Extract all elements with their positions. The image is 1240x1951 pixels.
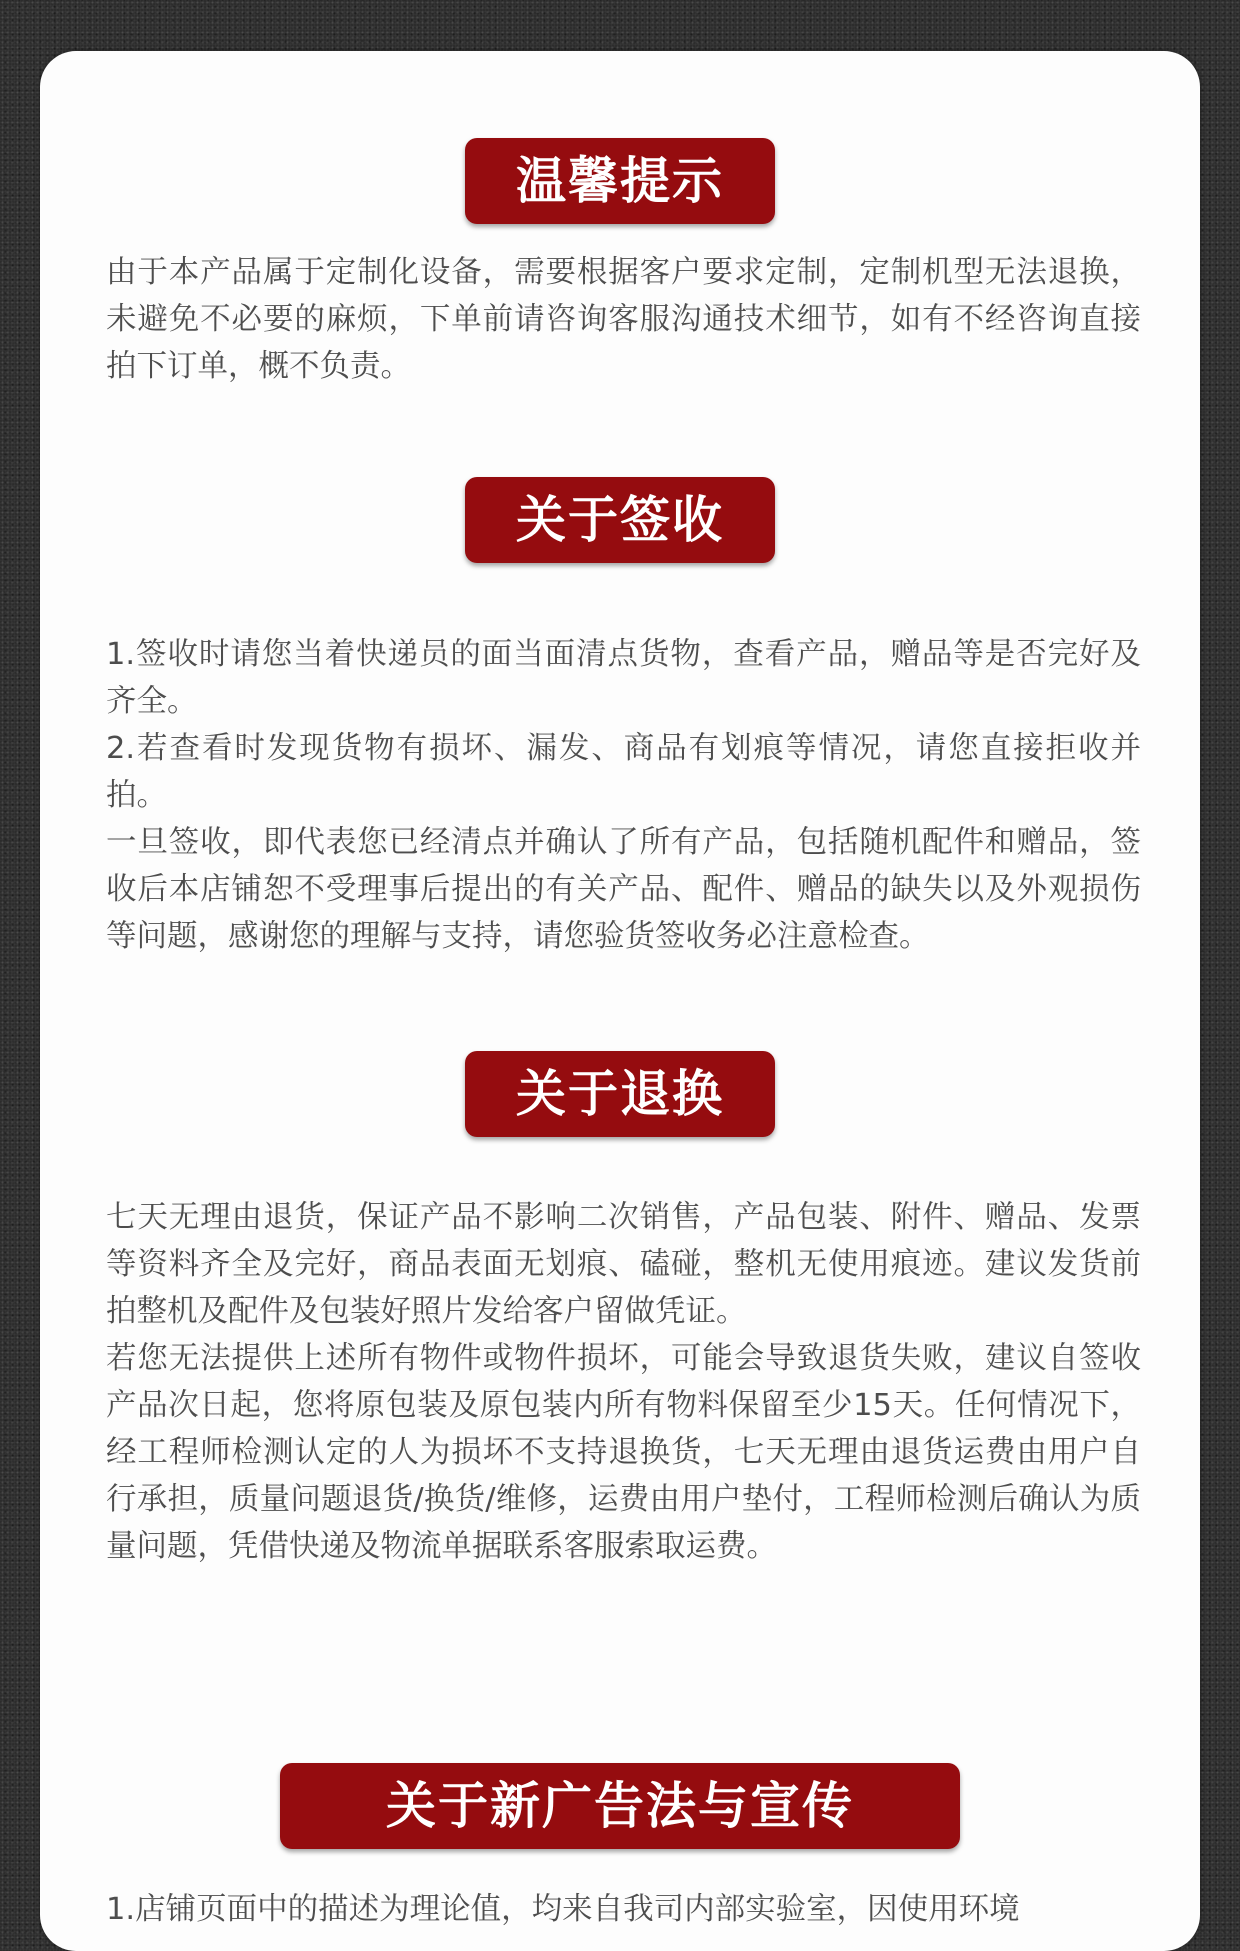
section-title-warm-tips: 温馨提示 xyxy=(465,138,775,224)
section-body-warm-tips xyxy=(106,249,1141,390)
section-body-signing xyxy=(106,631,1141,960)
section-title-advertising-law: 关于新广告法与宣传 xyxy=(280,1763,960,1849)
paragraph: 2.若查看时发现货物有损坏、漏发、商品有划痕等情况，请您直接拒收并拍。 xyxy=(106,731,1141,813)
paragraph: 若您无法提供上述所有物件或物件损坏，可能会导致退货失败，建议自签收产品次日起，您将原包装及原包装内所有物料保留至少15天。任何情况下，经工程师检测认定的人为损坏不支持退换货，七天无理由退货运费由用户自行承担，质量问题退货/换货/维修，运费由用户垫付，工程师检测后确认为质量问题，凭借快递及物流单据联系客服索取运费。 xyxy=(106,1341,1141,1564)
section-body-returns xyxy=(106,1194,1141,1570)
paragraph: 一旦签收，即代表您已经清点并确认了所有产品，包括随机配件和赠品，签收后本店铺恕不受理事后提出的有关产品、配件、赠品的缺失以及外观损伤等问题，感谢您的理解与支持，请您验货签收务必注意检查。 xyxy=(106,825,1141,954)
paragraph: 1.店铺页面中的描述为理论值，均来自我司内部实验室，因使用环境 xyxy=(106,1892,1020,1927)
section-body-advertising-law xyxy=(106,1886,1141,1933)
notice-card xyxy=(40,51,1200,1951)
paragraph: 七天无理由退货，保证产品不影响二次销售，产品包装、附件、赠品、发票等资料齐全及完好，商品表面无划痕、磕碰，整机无使用痕迹。建议发货前拍整机及配件及包装好照片发给客户留做凭证。 xyxy=(106,1200,1141,1329)
section-title-signing: 关于签收 xyxy=(465,477,775,563)
section-title-returns: 关于退换 xyxy=(465,1051,775,1137)
paragraph: 1.签收时请您当着快递员的面当面清点货物，查看产品，赠品等是否完好及齐全。 xyxy=(106,637,1141,719)
paragraph: 由于本产品属于定制化设备，需要根据客户要求定制，定制机型无法退换，未避免不必要的麻烦，下单前请咨询客服沟通技术细节，如有不经咨询直接拍下订单，概不负责。 xyxy=(106,255,1141,384)
